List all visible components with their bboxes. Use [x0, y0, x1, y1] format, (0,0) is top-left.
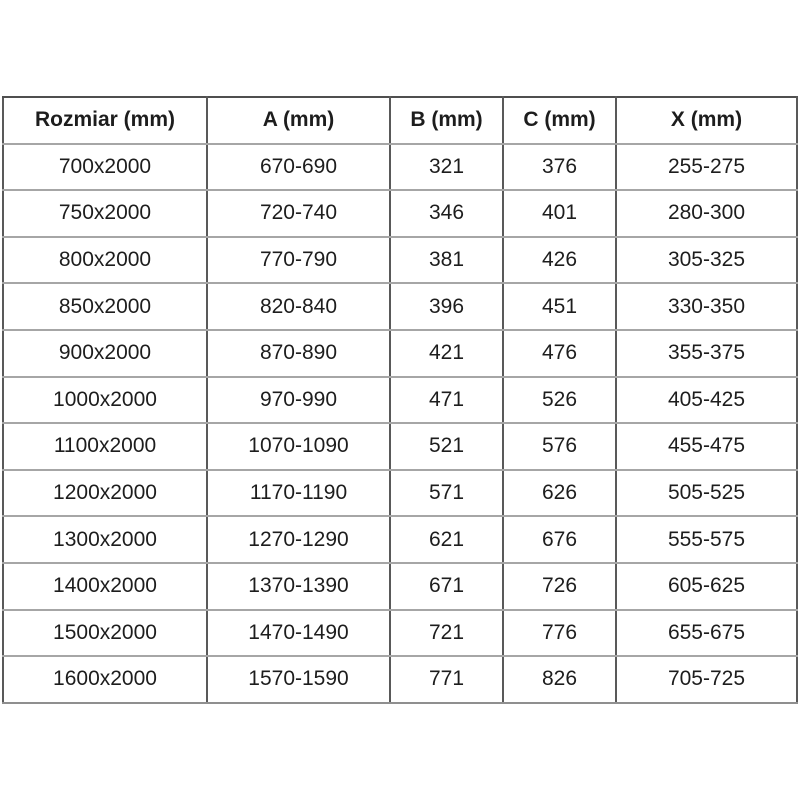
table-row [3, 470, 797, 517]
table-cell: 451 [503, 283, 616, 330]
table-cell: 1370-1390 [207, 563, 390, 610]
table-cell: 330-350 [616, 283, 797, 330]
table-cell: 426 [503, 237, 616, 284]
table-cell: 970-990 [207, 377, 390, 424]
table-cell: 726 [503, 563, 616, 610]
table-cell: 376 [503, 144, 616, 191]
table-cell: 471 [390, 377, 503, 424]
table-cell: 355-375 [616, 330, 797, 377]
table-cell: 776 [503, 610, 616, 657]
table-cell: 705-725 [616, 656, 797, 703]
table-cell: 626 [503, 470, 616, 517]
table-row [3, 237, 797, 284]
table-cell: 720-740 [207, 190, 390, 237]
table-row [3, 330, 797, 377]
table-cell: 1170-1190 [207, 470, 390, 517]
table-cell: 1300x2000 [3, 516, 207, 563]
dimensions-table [2, 96, 798, 704]
table-cell: 1000x2000 [3, 377, 207, 424]
table-cell: 455-475 [616, 423, 797, 470]
column-header-x: X (mm) [616, 97, 797, 144]
table-cell: 900x2000 [3, 330, 207, 377]
table-cell: 396 [390, 283, 503, 330]
table-row [3, 190, 797, 237]
table-cell: 1070-1090 [207, 423, 390, 470]
table-cell: 571 [390, 470, 503, 517]
table-cell: 671 [390, 563, 503, 610]
table-cell: 505-525 [616, 470, 797, 517]
table-body [3, 144, 797, 703]
table-cell: 1200x2000 [3, 470, 207, 517]
table-cell: 621 [390, 516, 503, 563]
table-cell: 721 [390, 610, 503, 657]
table-row [3, 516, 797, 563]
table-cell: 576 [503, 423, 616, 470]
table-cell: 771 [390, 656, 503, 703]
table-cell: 676 [503, 516, 616, 563]
header-row [3, 97, 797, 144]
table-cell: 321 [390, 144, 503, 191]
table-cell: 405-425 [616, 377, 797, 424]
table-cell: 521 [390, 423, 503, 470]
table-row [3, 423, 797, 470]
column-header-rozmiar: Rozmiar (mm) [3, 97, 207, 144]
table-cell: 1500x2000 [3, 610, 207, 657]
table-cell: 655-675 [616, 610, 797, 657]
table-cell: 1270-1290 [207, 516, 390, 563]
table-cell: 870-890 [207, 330, 390, 377]
table-cell: 770-790 [207, 237, 390, 284]
table-cell: 421 [390, 330, 503, 377]
table-cell: 820-840 [207, 283, 390, 330]
table-cell: 476 [503, 330, 616, 377]
table-cell: 605-625 [616, 563, 797, 610]
table-cell: 826 [503, 656, 616, 703]
table-cell: 381 [390, 237, 503, 284]
table-row [3, 144, 797, 191]
table-cell: 255-275 [616, 144, 797, 191]
table-cell: 280-300 [616, 190, 797, 237]
dimensions-table-container [2, 96, 798, 704]
table-cell: 555-575 [616, 516, 797, 563]
table-cell: 700x2000 [3, 144, 207, 191]
table-cell: 1100x2000 [3, 423, 207, 470]
table-cell: 346 [390, 190, 503, 237]
table-row [3, 656, 797, 703]
column-header-b: B (mm) [390, 97, 503, 144]
table-row [3, 563, 797, 610]
table-row [3, 377, 797, 424]
table-cell: 1600x2000 [3, 656, 207, 703]
table-cell: 1470-1490 [207, 610, 390, 657]
table-cell: 800x2000 [3, 237, 207, 284]
table-cell: 526 [503, 377, 616, 424]
table-cell: 750x2000 [3, 190, 207, 237]
table-cell: 850x2000 [3, 283, 207, 330]
table-row [3, 283, 797, 330]
table-cell: 1570-1590 [207, 656, 390, 703]
column-header-a: A (mm) [207, 97, 390, 144]
table-cell: 401 [503, 190, 616, 237]
table-cell: 305-325 [616, 237, 797, 284]
table-cell: 670-690 [207, 144, 390, 191]
column-header-c: C (mm) [503, 97, 616, 144]
table-row [3, 610, 797, 657]
table-cell: 1400x2000 [3, 563, 207, 610]
